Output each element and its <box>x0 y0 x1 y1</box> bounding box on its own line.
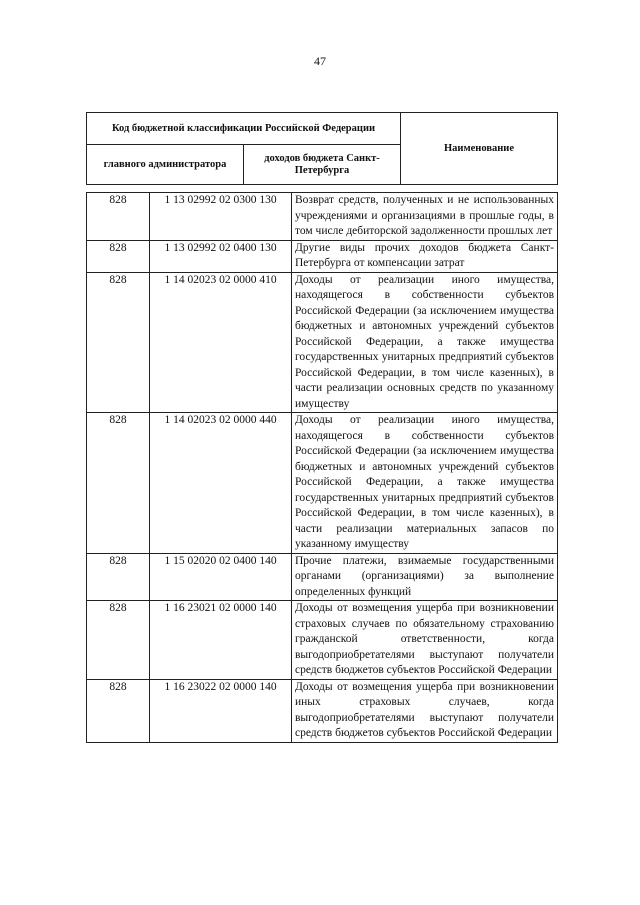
admin-code-cell: 828 <box>87 240 150 272</box>
admin-code-cell: 828 <box>87 272 150 413</box>
admin-column-header: главного администратора <box>87 145 244 185</box>
table-row <box>87 601 558 680</box>
budget-code-cell: 1 13 02992 02 0300 130 <box>150 193 292 241</box>
table-row <box>87 240 558 272</box>
budget-code-cell: 1 15 02020 02 0400 140 <box>150 553 292 601</box>
name-cell: Доходы от реализации иного имущества, находящегося в собственности субъектов Российской Федерации (за исключением имущества бюджетных и автономных учреждений субъектов Российской Федерации, а также имущества государственных унитарных предприятий субъектов Российской Федерации, в том числе казенных), в части реализации основных средств по указанному имуществу <box>292 272 558 413</box>
name-cell: Доходы от возмещения ущерба при возникновении страховых случаев по обязательному страхованию гражданской ответственности, когда выгодоприобретателями выступают получатели средств бюджетов субъектов Российской Федерации <box>292 601 558 680</box>
table-row <box>87 272 558 413</box>
admin-code-cell: 828 <box>87 193 150 241</box>
revenue-table <box>86 192 558 743</box>
name-column-header: Наименование <box>401 113 558 185</box>
table-row <box>87 193 558 241</box>
admin-code-cell: 828 <box>87 553 150 601</box>
budget-code-cell: 1 14 02023 02 0000 440 <box>150 413 292 554</box>
name-cell: Прочие платежи, взимаемые государственными органами (организациями) за выполнение определенных функций <box>292 553 558 601</box>
admin-code-cell: 828 <box>87 601 150 680</box>
admin-code-cell: 828 <box>87 413 150 554</box>
budget-code-cell: 1 16 23021 02 0000 140 <box>150 601 292 680</box>
table-row <box>87 679 558 742</box>
budget-code-cell: 1 14 02023 02 0000 410 <box>150 272 292 413</box>
table-row <box>87 413 558 554</box>
name-cell: Другие виды прочих доходов бюджета Санкт-Петербурга от компенсации затрат <box>292 240 558 272</box>
name-cell: Возврат средств, полученных и не использованных учреждениями и организациями в прошлые годы, в том числе дебиторской задолженности прошлых лет <box>292 193 558 241</box>
admin-code-cell: 828 <box>87 679 150 742</box>
budget-code-cell: 1 16 23022 02 0000 140 <box>150 679 292 742</box>
budget-code-group-header: Код бюджетной классификации Российской Федерации <box>87 113 401 145</box>
table-header <box>86 112 558 185</box>
page-number: 47 <box>314 54 326 68</box>
table-row <box>87 553 558 601</box>
revenue-column-header: доходов бюджета Санкт-Петербурга <box>244 145 401 185</box>
name-cell: Доходы от возмещения ущерба при возникновении иных страховых случаев, когда выгодоприобретателями выступают получатели средств бюджетов субъектов Российской Федерации <box>292 679 558 742</box>
name-cell: Доходы от реализации иного имущества, находящегося в собственности субъектов Российской Федерации (за исключением имущества бюджетных и автономных учреждений субъектов Российской Федерации, а также имущества государственных унитарных предприятий субъектов Российской Федерации, в том числе казенных), в части реализации материальных запасов по указанному имуществу <box>292 413 558 554</box>
budget-code-cell: 1 13 02992 02 0400 130 <box>150 240 292 272</box>
